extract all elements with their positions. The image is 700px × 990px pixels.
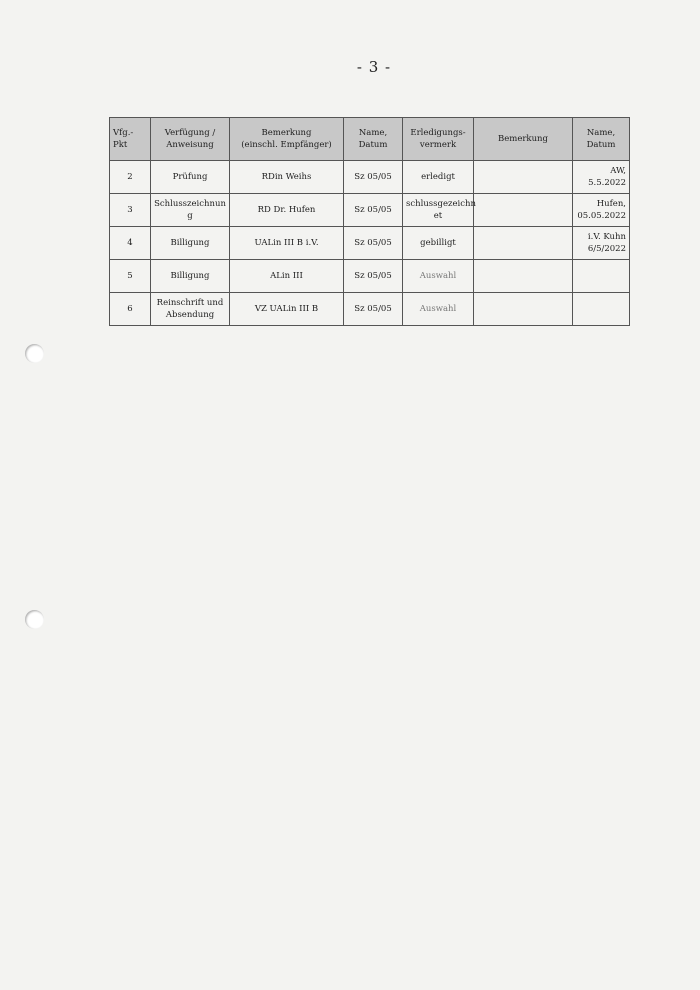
table-row [110, 227, 630, 260]
column-header-vfg-pkt: Vfg.- Pkt [110, 118, 151, 161]
table-cell-name-datum-2: i.V. Kuhn 6/5/2022 [573, 227, 630, 260]
table-cell-erledigungsvermerk: schlussgezeichn et [403, 194, 474, 227]
table-cell-name-datum: Sz 05/05 [344, 161, 403, 194]
table-cell-verfuegung: Prüfung [151, 161, 230, 194]
table-cell-verfuegung: Billigung [151, 227, 230, 260]
table-cell-name-datum-2: AW, 5.5.2022 [573, 161, 630, 194]
table-cell-name-datum: Sz 05/05 [344, 260, 403, 293]
column-header-erledigungsvermerk: Erledigungs- vermerk [403, 118, 474, 161]
table-cell-erledigungsvermerk: gebilligt [403, 227, 474, 260]
table-cell-verfuegung: Schlusszeichnun g [151, 194, 230, 227]
table-cell-bemerkung: RD Dr. Hufen [230, 194, 344, 227]
table-cell-bemerkung: ALin III [230, 260, 344, 293]
column-header-bemerkung-empfaenger: Bemerkung (einschl. Empfänger) [230, 118, 344, 161]
column-header-verfuegung: Verfügung / Anweisung [151, 118, 230, 161]
table-cell-pkt: 4 [110, 227, 151, 260]
table-row [110, 260, 630, 293]
table-row [110, 194, 630, 227]
table-cell-verfuegung: Reinschrift und Absendung [151, 293, 230, 326]
table-cell-verfuegung: Billigung [151, 260, 230, 293]
table-cell-pkt: 2 [110, 161, 151, 194]
table-cell-bemerkung: VZ UALin III B [230, 293, 344, 326]
table-cell-bemerkung-2 [474, 293, 573, 326]
column-header-bemerkung: Bemerkung [474, 118, 573, 161]
punch-hole [25, 610, 44, 629]
table-cell-pkt: 5 [110, 260, 151, 293]
table-cell-bemerkung: UALin III B i.V. [230, 227, 344, 260]
table-row [110, 293, 630, 326]
table-cell-name-datum-2 [573, 293, 630, 326]
page-number: - 3 - [356, 58, 392, 76]
table-cell-erledigungsvermerk-auswahl[interactable]: Auswahl [403, 293, 474, 326]
table-cell-bemerkung-2 [474, 260, 573, 293]
disposition-table [109, 117, 630, 326]
table-cell-name-datum: Sz 05/05 [344, 227, 403, 260]
table-cell-bemerkung-2 [474, 227, 573, 260]
table-cell-name-datum-2: Hufen, 05.05.2022 [573, 194, 630, 227]
table-cell-bemerkung-2 [474, 161, 573, 194]
table-cell-erledigungsvermerk: erledigt [403, 161, 474, 194]
table-cell-pkt: 3 [110, 194, 151, 227]
table-cell-pkt: 6 [110, 293, 151, 326]
table-row [110, 161, 630, 194]
punch-hole [25, 344, 44, 363]
table-cell-erledigungsvermerk-auswahl[interactable]: Auswahl [403, 260, 474, 293]
table-cell-name-datum: Sz 05/05 [344, 194, 403, 227]
column-header-name-datum: Name, Datum [344, 118, 403, 161]
table-cell-bemerkung-2 [474, 194, 573, 227]
column-header-name-datum-2: Name, Datum [573, 118, 630, 161]
table-cell-name-datum: Sz 05/05 [344, 293, 403, 326]
table-cell-bemerkung: RDin Weihs [230, 161, 344, 194]
table-cell-name-datum-2 [573, 260, 630, 293]
table-header-row [110, 118, 630, 161]
